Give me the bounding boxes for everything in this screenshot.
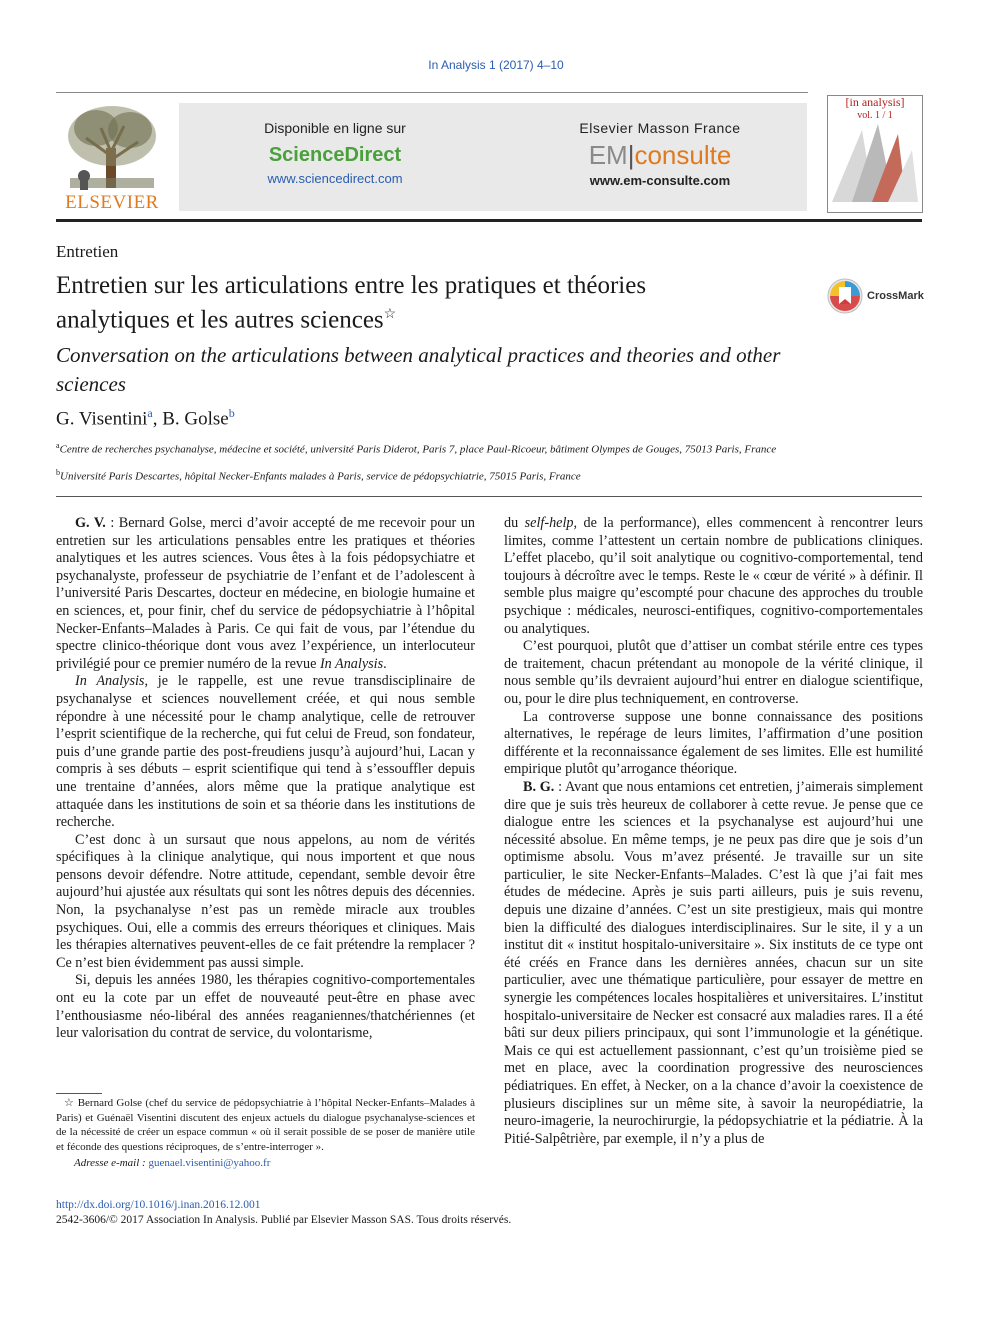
article-title-en: Conversation on the articulations between analytical practices and theories and other sciences	[56, 343, 781, 396]
article-title-fr: Entretien sur les articulations entre les pratiques et théories analytiques et les autres sciences☆	[56, 272, 647, 334]
sd-available-text: Disponible en ligne sur	[264, 120, 406, 136]
crossmark-label: CrossMark	[867, 290, 924, 302]
emconsulte-link[interactable]: www.em-consulte.com	[589, 173, 731, 188]
footnote-text: ☆ Bernard Golse (chef du service de pédopsychiatrie à l’hôpital Necker-Enfants–Malades à Paris) et Guénaël Visentini discutent des enjeux actuels du dialogue psychanalyse-sciences et de la nécessité de créer un espace commun « où il serait possible de se poser de manière utile et féconde des questions réciproques, de s’entre-interroger ».	[56, 1097, 475, 1153]
header-rule	[56, 92, 808, 93]
doi-link[interactable]: http://dx.doi.org/10.1016/j.inan.2016.12.001	[56, 1199, 261, 1211]
article-type: Entretien	[56, 242, 119, 261]
copyright-line: 2542-3606/© 2017 Association In Analysis. Publié par Elsevier Masson SAS. Tous droits réservés.	[56, 1214, 512, 1226]
body-paragraph: G. V. : Bernard Golse, merci d’avoir accepté de me recevoir pour un entretien sur les articulations pensables entre les pratiques et théories analytiques et les autres sciences. Vous êtes à la fois pédopsychiatre et psychanalyste, professeur de psychiatrie de l’enfant et de l’adolescent à l’université Paris Descartes, docteur en médecine, en biologie humaine et en sciences, et, pour finir, chef du service de pédopsychiatrie à l’hôpital Necker-Enfants–Malades à Paris. Ce qui fait de vous, par l’étendue du spectre clinico-théorique dont vous avez l’expérience, un interlocuteur privilégié pour ce premier numéro de la revue In Analysis.	[56, 515, 475, 672]
body-paragraph: C’est donc à un sursaut que nous appelons, au nom de vérités spécifiques à la clinique analytique, qui nous importent et que nous pensons devoir défendre. Notre attitude, cependant, semble devoir être aujourd’hui ajustée aux résultats qui sont les nôtres depuis des décennies. Non, la psychanalyse n’est pas un remède miracle aux troubles psychiques. Oui, elle a commis des erreurs théoriques et cliniques. Mais les thérapies alternatives peuvent-elles de ce fait prétendre la remplacer ? Ce n’est bien évidemment pas aussi simple.	[56, 831, 475, 971]
body-paragraph: C’est pourquoi, plutôt que d’attiser un combat stérile entre ces types de traitement, chacun prétendant au monopole de la vérité clinique, il nous semble qu’ils devraient aujourd’hui entrer en dialogue scientifique, ou, pour le dire plus techniquement, en controverse.	[504, 638, 923, 707]
journal-cover-image	[827, 95, 923, 213]
sciencedirect-block	[200, 120, 470, 186]
cover-title: [in analysis] vol. 1 / 1	[845, 95, 905, 121]
crossmark-icon	[827, 278, 863, 314]
author-list: G. Visentini$^a$, B. Golse$^b$	[56, 406, 235, 430]
affiliation-b: $^b$Université Paris Descartes, hôpital Necker-Enfants malades à Paris, service de pédopsychiatrie, 75015 Paris, France	[56, 468, 581, 483]
elsevier-wordmark: ELSEVIER	[65, 192, 159, 213]
affiliation-link[interactable]: b	[228, 406, 235, 420]
header-rule-thick	[56, 219, 922, 222]
sciencedirect-link[interactable]: www.sciencedirect.com	[267, 171, 403, 186]
emconsulte-block	[520, 120, 800, 188]
sciencedirect-logo: ScienceDirect	[268, 144, 402, 166]
footnote	[56, 1096, 475, 1171]
affiliation-a: $^a$Centre de recherches psychanalyse, médecine et société, université Paris Diderot, Paris 7, place Paul-Ricoeur, bâtiment Olympes de Gouges, 75013 Paris, France	[56, 441, 777, 456]
em-publisher-text: Elsevier Masson France	[579, 120, 741, 136]
crossmark-button[interactable]	[827, 278, 924, 314]
elsevier-logo	[56, 98, 168, 214]
body-paragraph: B. G. : Avant que nous entamions cet entretien, j’aimerais simplement dire que je suis très heureux de collaborer à cette revue. Je pense que ce dialogue entre les sciences et la psychanalyse est aujourd’hui une nécessité absolue. En même temps, je ne peux pas dire que je sois d’un optimisme absolu. Vous m’avez présenté. Je travaille sur un site particulier, le site Necker-Enfants–Malades. C’est là que j’ai fait mes études de médecine. Après je suis parti ailleurs, puis je suis revenu, depuis une dizaine d’années. C’est un site prestigieux, mais qui montre bien la difficulté des dialogues interdisciplinaires. Sur le site, il y a un institut dit « institut hospitalo-universitaire ». Six instituts de ce type ont été créés en France dans les dernières années, chacun sur un site particulier, avec une thématique particulière, pour essayer de mettre en synergie les compétences locales hospitalières et universitaires. L’institut hospitalo-universitaire de Necker est consacré aux maladies rares. Il a été bâti sur deux piliers principaux, qui sont l’immunologie et la génétique. Mais ce qui est actuellement passionnant, c’est qu’un troisième pied se met en place, avec la coordination progressive des neurosciences pédiatriques. En effet, à Necker, on a la chance d’avoir la coexistence de plusieurs disciplines sur un même site, à savoir la neuropédiatrie, la neuro-imagerie, la neurochirurgie, la pédopsychiatrie et la pédiatrie. À la Pitié-Salpêtrière, par exemple, il n’y a plus de	[504, 778, 924, 1147]
cover-art-icon	[832, 120, 918, 202]
body-paragraph: La controverse suppose une bonne connaissance des positions alternatives, le repérage de leurs limites, l’affirmation d’une position différente et la reconnaissance également de ses limites. Elle est humilité empirique plutôt qu’arrogance théorique.	[504, 708, 923, 778]
email-link[interactable]: guenael.visentini@yahoo.fr	[148, 1157, 271, 1169]
speaker-label: G. V.	[75, 515, 106, 531]
body-paragraph: du self-help, de la performance), elles commencent à rencontrer leurs limites, comme l’attestent un certain nombre de publications cliniques. L’effet placebo, qu’il soit analytique ou cognitivo-comportemental, tend toujours à décroître avec le temps. Reste le « cœur de vérité » à définir. Il semble plus maigre qu’escompté pour chacune des approches du trouble psychique : médicales, neurosci-entifiques, cognitivo-comportementales ou analytiques.	[504, 515, 923, 637]
email-line: Adresse e-mail : guenael.visentini@yahoo.fr	[74, 1157, 271, 1169]
speaker-label: B. G.	[523, 778, 555, 795]
em-logo-right: consulte	[634, 140, 732, 170]
section-divider	[56, 496, 922, 497]
journal-reference-link[interactable]: In Analysis 1 (2017) 4–10	[428, 58, 564, 72]
author-name: B. Golse	[162, 408, 229, 430]
title-footnote-mark[interactable]: ☆	[383, 307, 397, 322]
body-column-right	[504, 515, 923, 1148]
affiliation-link[interactable]: a	[147, 406, 153, 420]
emconsulte-logo: EM|consulte	[588, 140, 732, 170]
em-logo-left: EM	[588, 140, 628, 170]
body-column-left	[56, 515, 475, 1043]
author-name: G. Visentini	[56, 408, 148, 430]
footnote-rule	[56, 1093, 102, 1094]
body-paragraph: Si, depuis les années 1980, les thérapies cognitivo-comportementales ont eu la cote par un effet de nouveauté peut-être en phase avec l’enthousiasme néo-libéral des années reaganiennes/thatchériennes (et leur valorisation du contrat de service, du volontarisme,	[56, 972, 475, 1042]
body-paragraph: In Analysis, je le rappelle, est une revue transdisciplinaire de psychanalyse et sciences nouvellement créée, et qui nous semble répondre à une nécessité pour le champ analytique, celle de retrouver l’esprit scientifique de la recherche, qui fut celui de Freud, son fondateur, puis d’une grande partie des post-freudiens jusqu’à aujourd’hui, Lacan y compris à ses débuts – esprit scientifique qui tend à s’essouffler depuis une trentaine d’années, alors même que la pratique analytique est attaquée dans les institutions de soin et sa théorie dans les institutions de recherche.	[56, 673, 476, 831]
